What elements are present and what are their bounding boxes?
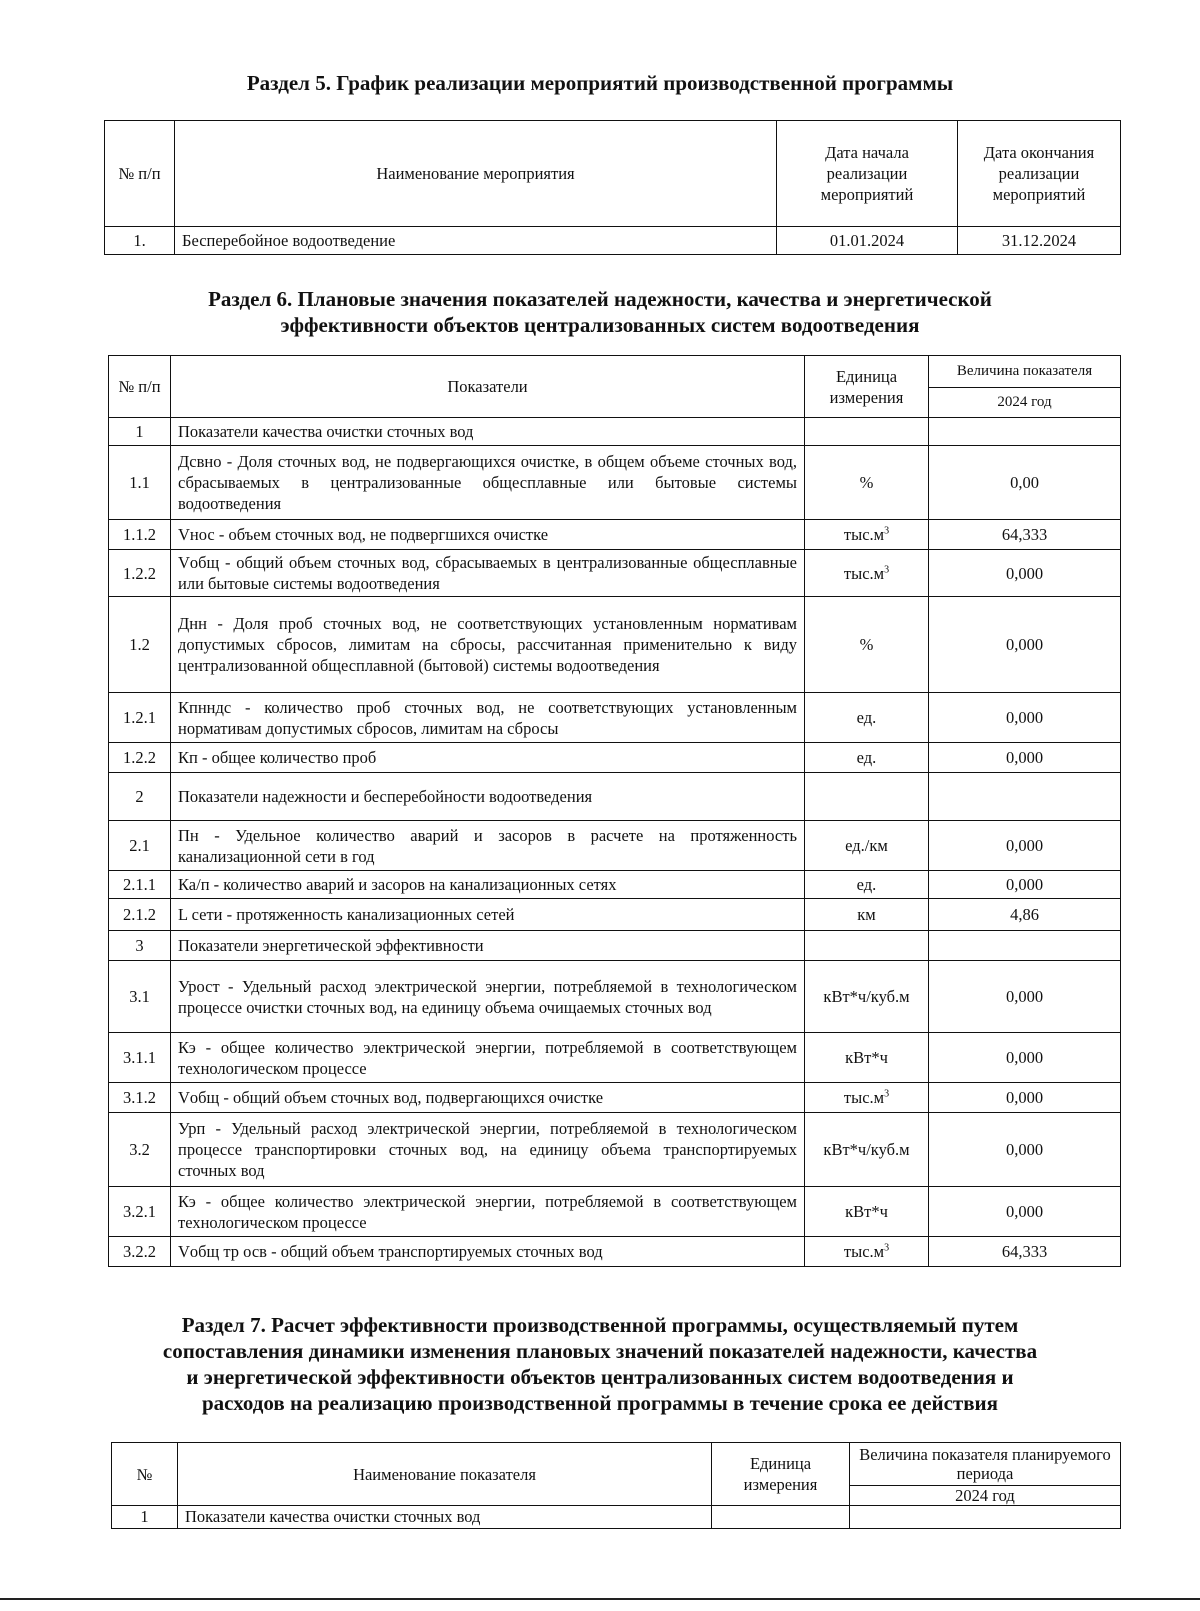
s6-row-unit <box>805 597 929 693</box>
s6-row-unit <box>805 418 929 446</box>
table-row <box>109 899 1121 931</box>
s5-row-name: Бесперебойное водоотведение <box>175 227 777 255</box>
s6-row-num: 3.2.2 <box>109 1237 171 1267</box>
s6-row-unit-sup: 3 <box>884 1242 890 1254</box>
s6-row-unit-text: % <box>859 473 874 492</box>
s6-row-indicator: Показатели качества очистки сточных вод <box>171 418 805 446</box>
s6-row-unit-text: ед. <box>856 708 877 727</box>
table-row <box>109 1113 1121 1187</box>
s6-row-unit <box>805 871 929 899</box>
s6-row-indicator: Ка/п - количество аварий и засоров на канализационных сетях <box>171 871 805 899</box>
s6-row-unit <box>805 961 929 1033</box>
s6-row-indicator: Кпнндс - количество проб сточных вод, не соответствующих установленным нормативам допустимых сбросов, лимитам на сбросы <box>171 693 805 743</box>
s6-header-num: № п/п <box>109 356 171 418</box>
s6-row-num: 2 <box>109 773 171 821</box>
s6-header-unit: Единица измерения <box>805 356 929 418</box>
s6-row-value <box>929 773 1121 821</box>
s6-row-value: 0,000 <box>929 961 1121 1033</box>
s7-row-name: Показатели качества очистки сточных вод <box>178 1506 712 1529</box>
s7-header-value-group: Величина показателя планируемого периода <box>850 1443 1121 1486</box>
bottom-rule <box>0 1598 1200 1600</box>
section6-title-line1: Раздел 6. Плановые значения показателей надежности, качества и энергетической <box>208 287 992 311</box>
s6-row-unit-text: км <box>857 905 876 924</box>
s6-row-value: 0,000 <box>929 1187 1121 1237</box>
s6-row-unit <box>805 1033 929 1083</box>
s6-row-unit <box>805 743 929 773</box>
table-row <box>109 1237 1121 1267</box>
s6-row-value: 0,000 <box>929 871 1121 899</box>
s5-header-num: № п/п <box>105 121 175 227</box>
s6-row-num: 2.1.1 <box>109 871 171 899</box>
s6-row-value: 0,000 <box>929 597 1121 693</box>
table-row <box>109 1083 1121 1113</box>
s6-row-unit-text: ед. <box>856 875 877 894</box>
section7-title-line4: расходов на реализацию производственной программы в течение срока ее действия <box>201 1391 999 1415</box>
s6-row-num: 1 <box>109 418 171 446</box>
s6-row-indicator: Показатели надежности и бесперебойности водоотведения <box>171 773 805 821</box>
table-row <box>109 1033 1121 1083</box>
table-row <box>109 1187 1121 1237</box>
s6-row-unit-text: % <box>859 635 874 654</box>
s6-row-unit-text: ед./км <box>845 836 888 855</box>
s6-row-num: 3.1.1 <box>109 1033 171 1083</box>
s6-row-unit-text: тыс.м <box>843 1088 885 1107</box>
s6-row-value: 0,000 <box>929 693 1121 743</box>
table-row <box>109 931 1121 961</box>
s6-row-value: 0,000 <box>929 1033 1121 1083</box>
section5-table <box>104 120 1121 255</box>
s6-row-unit <box>805 446 929 520</box>
s6-row-unit <box>805 1237 929 1267</box>
s6-row-value: 0,000 <box>929 550 1121 597</box>
s6-row-unit <box>805 1083 929 1113</box>
s6-row-indicator: Кэ - общее количество электрической энергии, потребляемой в соответствующем технологическом процессе <box>171 1033 805 1083</box>
s6-row-num: 2.1.2 <box>109 899 171 931</box>
s6-row-unit <box>805 693 929 743</box>
s6-row-indicator: Показатели энергетической эффективности <box>171 931 805 961</box>
section6-body <box>109 418 1121 1267</box>
s6-row-unit <box>805 821 929 871</box>
s6-row-indicator: Урп - Удельный расход электрической энергии, потребляемой в технологическом процессе транспортировки сточных вод, на единицу объема транспортируемых сточных вод <box>171 1113 805 1187</box>
s6-row-value: 0,00 <box>929 446 1121 520</box>
s5-header-start: Дата начала реализации мероприятий <box>777 121 958 227</box>
s6-row-indicator: Vобщ - общий объем сточных вод, сбрасываемых в централизованные общесплавные или бытовые системы водоотведения <box>171 550 805 597</box>
s6-row-unit <box>805 1113 929 1187</box>
s7-header-year: 2024 год <box>850 1486 1121 1506</box>
s6-row-num: 1.2.1 <box>109 693 171 743</box>
s6-row-num: 1.1 <box>109 446 171 520</box>
table-row <box>109 773 1121 821</box>
s6-row-value: 0,000 <box>929 1113 1121 1187</box>
s6-row-unit <box>805 1187 929 1237</box>
s5-row-end: 31.12.2024 <box>958 227 1121 255</box>
table-row <box>105 227 1121 255</box>
s6-row-indicator: Урост - Удельный расход электрической энергии, потребляемой в технологическом процессе очистки сточных вод, на единицу объема очищаемых сточных вод <box>171 961 805 1033</box>
section7-title-line1: Раздел 7. Расчет эффективности производственной программы, осуществляемый путем <box>181 1313 1019 1337</box>
s6-header-year: 2024 год <box>929 388 1121 418</box>
s7-row-value <box>850 1506 1121 1529</box>
s6-row-value <box>929 418 1121 446</box>
table-row <box>109 743 1121 773</box>
s6-header-indicator: Показатели <box>171 356 805 418</box>
s7-row-num: 1 <box>112 1506 178 1529</box>
section6-title-line2: эффективности объектов централизованных систем водоотведения <box>280 313 920 337</box>
s6-row-unit-sup: 3 <box>884 1088 890 1100</box>
table-row <box>109 871 1121 899</box>
table-row <box>109 821 1121 871</box>
s6-row-indicator: Дсвно - Доля сточных вод, не подвергающихся очистке, в общем объеме сточных вод, сбрасываемых в централизованные общесплавные или бытовые системы водоотведения <box>171 446 805 520</box>
s6-row-num: 2.1 <box>109 821 171 871</box>
s6-row-unit-text: тыс.м <box>843 1242 885 1261</box>
table-row <box>109 446 1121 520</box>
s6-row-indicator: Днн - Доля проб сточных вод, не соответствующих установленным нормативам допустимых сбросов, лимитам на сбросы, рассчитанная применительно к виду централизованной общесплавной (бытовой) системы водоотведения <box>171 597 805 693</box>
table-row <box>112 1506 1121 1529</box>
s6-row-indicator: Кп - общее количество проб <box>171 743 805 773</box>
s6-row-num: 1.2.2 <box>109 550 171 597</box>
section7-title <box>0 1312 1200 1416</box>
s7-header-num: № <box>112 1443 178 1506</box>
section7-table <box>111 1442 1121 1529</box>
s6-row-unit-text: кВт*ч/куб.м <box>823 987 910 1006</box>
s7-header-name: Наименование показателя <box>178 1443 712 1506</box>
s6-row-num: 1.1.2 <box>109 520 171 550</box>
s6-row-indicator: L сети - протяженность канализационных сетей <box>171 899 805 931</box>
s6-row-value: 0,000 <box>929 743 1121 773</box>
s7-header-unit: Единица измерения <box>712 1443 850 1506</box>
s6-row-unit <box>805 899 929 931</box>
s5-header-end: Дата окончания реализации мероприятий <box>958 121 1121 227</box>
s6-row-value: 0,000 <box>929 1083 1121 1113</box>
section7-title-line3: и энергетической эффективности объектов централизованных систем водоотведения и <box>186 1365 1014 1389</box>
s6-row-value: 64,333 <box>929 1237 1121 1267</box>
s6-row-indicator: Vобщ тр осв - общий объем транспортируемых сточных вод <box>171 1237 805 1267</box>
s6-row-indicator: Vобщ - общий объем сточных вод, подвергающихся очистке <box>171 1083 805 1113</box>
section5-title: Раздел 5. График реализации мероприятий производственной программы <box>246 71 954 95</box>
s6-row-value: 4,86 <box>929 899 1121 931</box>
s6-row-indicator: Кэ - общее количество электрической энергии, потребляемой в соответствующем технологическом процессе <box>171 1187 805 1237</box>
s6-row-unit <box>805 550 929 597</box>
s6-row-unit <box>805 773 929 821</box>
s7-row-unit <box>712 1506 850 1529</box>
s6-row-num: 1.2 <box>109 597 171 693</box>
table-row <box>109 418 1121 446</box>
s5-row-num: 1. <box>105 227 175 255</box>
s6-row-unit <box>805 520 929 550</box>
s5-row-start: 01.01.2024 <box>777 227 958 255</box>
s6-row-unit-text: кВт*ч <box>845 1202 888 1221</box>
table-row <box>109 961 1121 1033</box>
s6-row-unit-text: тыс.м <box>843 525 885 544</box>
section6-table <box>108 355 1121 1267</box>
s6-row-value: 64,333 <box>929 520 1121 550</box>
s6-row-num: 3.1.2 <box>109 1083 171 1113</box>
s6-row-num: 1.2.2 <box>109 743 171 773</box>
s6-row-unit-sup: 3 <box>884 564 890 575</box>
s6-row-unit-text: кВт*ч/куб.м <box>823 1140 910 1159</box>
table-row <box>109 693 1121 743</box>
s6-row-unit-text: тыс.м <box>843 563 885 583</box>
s6-row-unit <box>805 931 929 961</box>
s6-row-num: 3.2.1 <box>109 1187 171 1237</box>
s6-row-unit-sup: 3 <box>884 525 890 537</box>
s6-row-value <box>929 931 1121 961</box>
table-row <box>109 520 1121 550</box>
s6-row-unit-text: кВт*ч <box>845 1048 888 1067</box>
s6-row-indicator: Vнос - объем сточных вод, не подвергшихся очистке <box>171 520 805 550</box>
s5-header-name: Наименование мероприятия <box>175 121 777 227</box>
section6-title <box>0 286 1200 338</box>
table-row <box>109 597 1121 693</box>
s6-row-indicator: Пн - Удельное количество аварий и засоров в расчете на протяженность канализационной сети в год <box>171 821 805 871</box>
s6-row-num: 3.1 <box>109 961 171 1033</box>
s6-row-value: 0,000 <box>929 821 1121 871</box>
section7-title-line2: сопоставления динамики изменения плановых значений показателей надежности, качества <box>162 1339 1038 1363</box>
table-row <box>109 550 1121 597</box>
s6-row-num: 3.2 <box>109 1113 171 1187</box>
s6-header-value-group: Величина показателя <box>929 356 1121 388</box>
s6-row-num: 3 <box>109 931 171 961</box>
s6-row-unit-text: ед. <box>856 748 877 767</box>
